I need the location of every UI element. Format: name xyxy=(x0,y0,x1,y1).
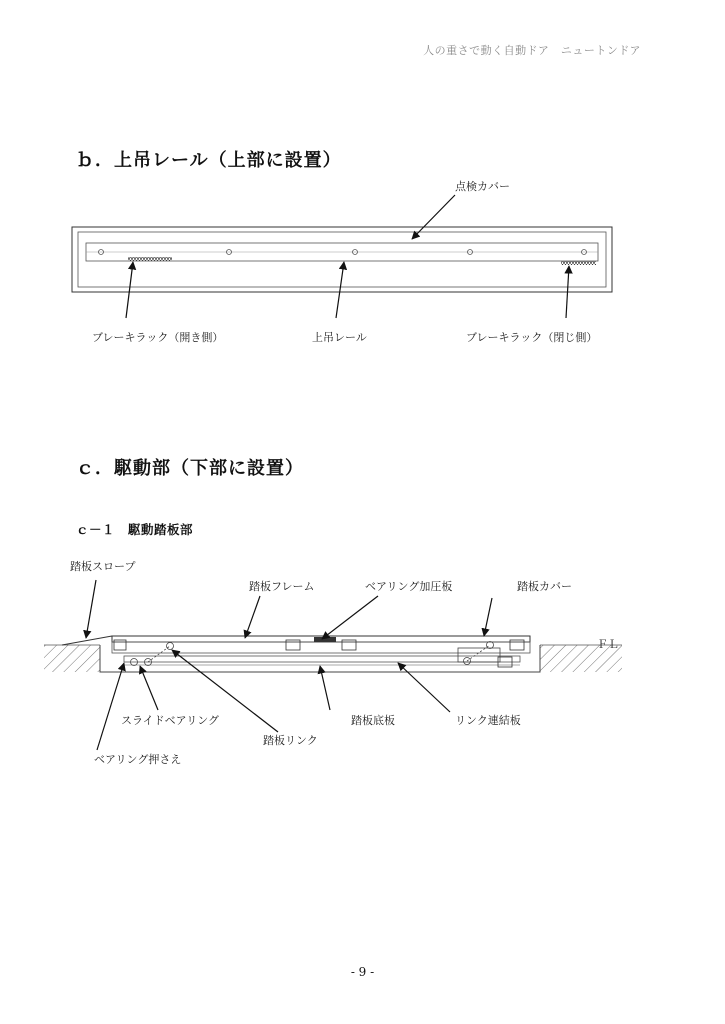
section-b-title: ｂ．上吊レール（上部に設置） xyxy=(76,150,342,171)
label-frame: 踏板フレーム xyxy=(249,580,315,593)
section-c1-subtitle: ｃ－１ 駆動踏板部 xyxy=(76,522,194,537)
label-brake-rack-close: ブレーキラック（閉じ側） xyxy=(466,331,598,344)
label-bottom-plate: 踏板底板 xyxy=(351,714,395,727)
label-upper-rail: 上吊レール xyxy=(312,331,367,344)
label-bearing-holder: ベアリング押さえ xyxy=(94,753,182,766)
brake-rack-open-drawing xyxy=(128,257,172,261)
upper-rail-diagram xyxy=(72,227,612,292)
label-cover: 踏板カバー xyxy=(517,580,572,593)
section-c-title: ｃ．駆動部（下部に設置） xyxy=(76,458,304,479)
label-slope: 踏板スロープ xyxy=(70,560,136,573)
label-slide-bearing: スライドベアリング xyxy=(121,714,220,727)
document-header: 人の重さで動く自動ドア ニュートンドア xyxy=(423,44,641,57)
footplate-diagram xyxy=(44,636,622,672)
label-brake-rack-open: ブレーキラック（開き側） xyxy=(92,331,224,344)
label-fl: ＦＬ xyxy=(597,638,619,651)
label-link-connector: リンク連結板 xyxy=(455,714,521,727)
page-number: - 9 - xyxy=(350,965,375,979)
label-link: 踏板リンク xyxy=(263,734,318,747)
brake-rack-close-drawing xyxy=(561,261,596,265)
label-inspection-cover: 点検カバー xyxy=(455,180,510,193)
label-pressure-plate: ベアリング加圧板 xyxy=(365,580,453,593)
